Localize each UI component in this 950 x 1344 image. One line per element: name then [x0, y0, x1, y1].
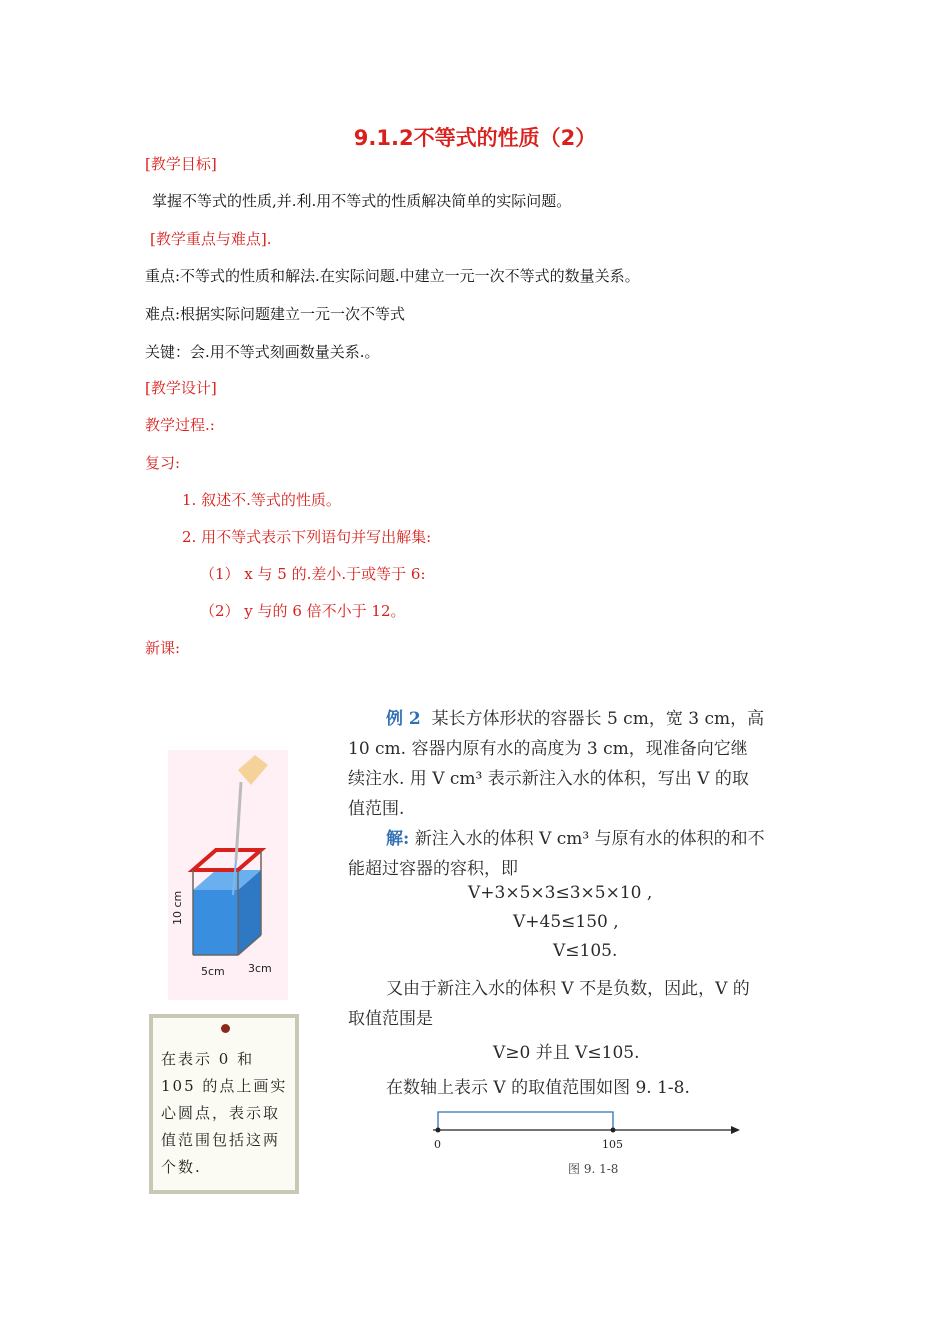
review-item: 2. 用不等式表示下列语句并写出解集: [182, 528, 432, 546]
equation: V≤105. [553, 941, 618, 961]
solution-line: 能超过容器的容积，即 [348, 859, 518, 879]
focus-header: [教学重点与难点]. [150, 230, 272, 248]
length-label: 5cm [201, 965, 225, 978]
solution-line: 解: 新注入水的体积 V cm³ 与原有水的体积的和不 [386, 829, 765, 849]
tick-label-0: 0 [434, 1138, 441, 1151]
objectives-header: [教学目标] [145, 155, 217, 173]
example-line: 10 cm. 容器内原有水的高度为 3 cm，现准备向它继 [348, 739, 748, 759]
page-title: 9.1.2不等式的性质（2） [353, 126, 597, 150]
water-front [193, 890, 238, 955]
objective-text: 掌握不等式的性质,并.利.用不等式的性质解决简单的实际问题。 [152, 192, 572, 210]
example-label: 例 2 [386, 709, 421, 729]
axis-instruction: 在数轴上表示 V 的取值范围如图 9. 1-8. [386, 1078, 690, 1098]
example-line: 例 2 某长方体形状的容器长 5 cm，宽 3 cm，高 [386, 709, 765, 729]
figure-caption: 图 9. 1-8 [568, 1162, 619, 1176]
review-item: 1. 叙述不.等式的性质。 [182, 491, 341, 509]
review-subitem: （1） x 与 5 的.差小.于或等于 6: [200, 565, 426, 583]
process-label: 教学过程.: [145, 416, 215, 434]
equation: V+3×5×3≤3×5×10 , [468, 883, 653, 903]
equation: V+45≤150 , [513, 912, 619, 932]
tick-label-105: 105 [602, 1138, 623, 1151]
solution-line: 又由于新注入水的体积 V 不是负数，因此，V 的 [386, 979, 750, 999]
pin-icon [221, 1024, 230, 1033]
solution-line: 取值范围是 [348, 1009, 433, 1029]
note-text: 在表示 0 和 105 的点上画实心圆点，表示取值范围包括这两个数. [161, 1050, 288, 1176]
width-label: 3cm [248, 962, 272, 975]
new-lesson-label: 新课: [145, 639, 181, 657]
note-card [149, 1014, 299, 1194]
textbook-figure [143, 690, 808, 1210]
key-point-skill: 关键：会.用不等式刻画数量关系.。 [145, 343, 380, 361]
design-header: [教学设计] [145, 379, 217, 397]
difficulty: 难点:根据实际问题建立一元一次不等式 [145, 305, 406, 323]
height-label: 10 cm [171, 890, 184, 925]
review-subitem: （2） y 与的 6 倍不小于 12。 [200, 602, 406, 620]
key-point: 重点:不等式的性质和解法.在实际问题.中建立一元一次不等式的数量关系。 [145, 267, 640, 285]
example-line: 续注水. 用 V cm³ 表示新注入水的体积，写出 V 的取 [348, 769, 749, 789]
container-illustration [143, 710, 293, 1020]
solution-label: 解: [386, 829, 410, 849]
number-line [428, 1102, 758, 1162]
range-statement: V≥0 并且 V≤105. [493, 1043, 640, 1063]
example-line: 值范围. [348, 799, 405, 819]
review-label: 复习: [145, 454, 181, 472]
